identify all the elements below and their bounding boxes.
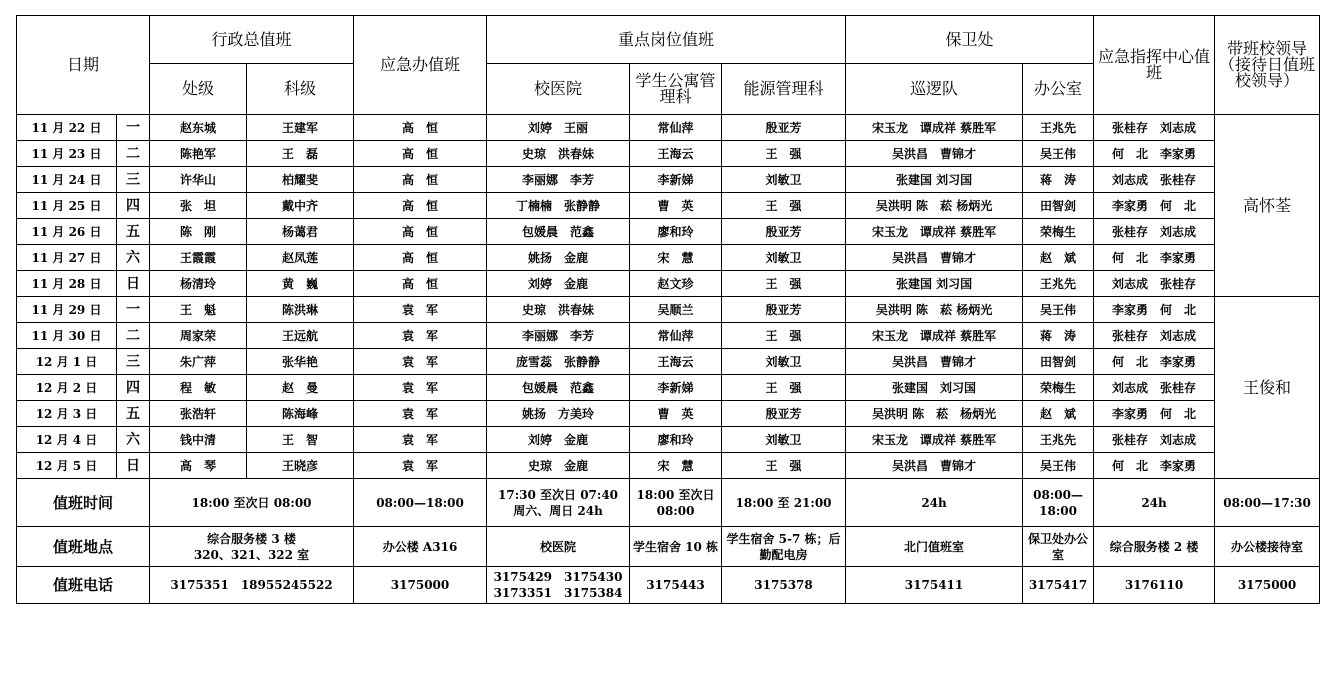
- time-clinic-line2: 周六、周日 24h: [513, 503, 603, 518]
- section-duty-cell: 杨蔼君: [247, 219, 354, 245]
- patrol-duty-cell: 吴洪昌 曹锦才: [846, 349, 1023, 375]
- date-cell: 12 月 5 日: [17, 453, 117, 479]
- table-row: [17, 349, 1320, 375]
- dorm-duty-cell: 李新娣: [630, 167, 722, 193]
- command-duty-cell: 张桂存 刘志成: [1094, 115, 1215, 141]
- footer-time-label: 值班时间: [17, 479, 150, 527]
- patrol-duty-cell: 张建国 刘习国: [846, 271, 1023, 297]
- division-duty-cell: 张浩轩: [150, 401, 247, 427]
- leader-cell: 高怀荃: [1215, 115, 1320, 297]
- command-duty-cell: 刘志成 张桂存: [1094, 271, 1215, 297]
- dorm-duty-cell: 廖和玲: [630, 219, 722, 245]
- office-duty-cell: 荣梅生: [1023, 375, 1094, 401]
- clinic-duty-cell: 刘婷 金鹿: [487, 271, 630, 297]
- emergency-duty-cell: 高 恒: [354, 167, 487, 193]
- clinic-duty-cell: 李丽娜 李芳: [487, 323, 630, 349]
- phone-office: 3175417: [1023, 567, 1094, 604]
- header-patrol: 巡逻队: [846, 64, 1023, 115]
- table-row: [17, 427, 1320, 453]
- clinic-duty-cell: 刘婷 金鹿: [487, 427, 630, 453]
- place-clinic: 校医院: [487, 527, 630, 567]
- dorm-duty-cell: 曹 英: [630, 193, 722, 219]
- time-command: 24h: [1094, 479, 1215, 527]
- header-admin-group: 行政总值班: [150, 16, 354, 64]
- office-duty-cell: 田智剑: [1023, 193, 1094, 219]
- date-cell: 11 月 25 日: [17, 193, 117, 219]
- table-row: [17, 401, 1320, 427]
- dorm-duty-cell: 宋 慧: [630, 245, 722, 271]
- phone-leader: 3175000: [1215, 567, 1320, 604]
- phone-clinic: [487, 567, 630, 604]
- footer-row-phone: [17, 567, 1320, 604]
- patrol-duty-cell: 宋玉龙 谭成祥 蔡胜军: [846, 219, 1023, 245]
- table-row: [17, 271, 1320, 297]
- command-duty-cell: 刘志成 张桂存: [1094, 167, 1215, 193]
- dorm-duty-cell: 常仙萍: [630, 323, 722, 349]
- table-row: [17, 453, 1320, 479]
- place-dorm: 学生宿舍 10 栋: [630, 527, 722, 567]
- table-row: [17, 167, 1320, 193]
- division-duty-cell: 杨清玲: [150, 271, 247, 297]
- command-duty-cell: 何 北 李家勇: [1094, 453, 1215, 479]
- command-duty-cell: 张桂存 刘志成: [1094, 427, 1215, 453]
- clinic-duty-cell: 刘婷 王丽: [487, 115, 630, 141]
- time-dorm: 18:00 至次日 08:00: [630, 479, 722, 527]
- dorm-duty-cell: 李新娣: [630, 375, 722, 401]
- phone-admin: 3175351 18955245522: [150, 567, 354, 604]
- date-cell: 12 月 1 日: [17, 349, 117, 375]
- emergency-duty-cell: 袁 军: [354, 349, 487, 375]
- office-duty-cell: 蒋 涛: [1023, 167, 1094, 193]
- section-duty-cell: 赵 曼: [247, 375, 354, 401]
- command-duty-cell: 李家勇 何 北: [1094, 401, 1215, 427]
- date-cell: 11 月 27 日: [17, 245, 117, 271]
- table-row: [17, 375, 1320, 401]
- section-duty-cell: 王 磊: [247, 141, 354, 167]
- office-duty-cell: 荣梅生: [1023, 219, 1094, 245]
- division-duty-cell: 周家荣: [150, 323, 247, 349]
- energy-duty-cell: 刘敏卫: [722, 349, 846, 375]
- time-energy: 18:00 至 21:00: [722, 479, 846, 527]
- weekday-cell: 日: [117, 271, 150, 297]
- clinic-duty-cell: 姚扬 金鹿: [487, 245, 630, 271]
- date-cell: 11 月 23 日: [17, 141, 117, 167]
- time-patrol: 24h: [846, 479, 1023, 527]
- command-duty-cell: 刘志成 张桂存: [1094, 375, 1215, 401]
- emergency-duty-cell: 袁 军: [354, 375, 487, 401]
- emergency-duty-cell: 袁 军: [354, 453, 487, 479]
- header-date: 日期: [17, 16, 150, 115]
- section-duty-cell: 陈海峰: [247, 401, 354, 427]
- dorm-duty-cell: 赵文珍: [630, 271, 722, 297]
- time-office: 08:00—18:00: [1023, 479, 1094, 527]
- division-duty-cell: 王 魁: [150, 297, 247, 323]
- energy-duty-cell: 刘敏卫: [722, 245, 846, 271]
- weekday-cell: 六: [117, 245, 150, 271]
- emergency-duty-cell: 高 恒: [354, 245, 487, 271]
- table-row: [17, 193, 1320, 219]
- time-admin: 18:00 至次日 08:00: [150, 479, 354, 527]
- emergency-duty-cell: 高 恒: [354, 193, 487, 219]
- place-office: 保卫处办公室: [1023, 527, 1094, 567]
- weekday-cell: 一: [117, 297, 150, 323]
- emergency-duty-cell: 高 恒: [354, 219, 487, 245]
- energy-duty-cell: 王 强: [722, 323, 846, 349]
- weekday-cell: 四: [117, 193, 150, 219]
- phone-clinic-line1: 3175429 3175430: [493, 570, 623, 584]
- duty-roster-table: [16, 15, 1320, 604]
- table-row: [17, 141, 1320, 167]
- table-row: [17, 297, 1320, 323]
- date-cell: 11 月 28 日: [17, 271, 117, 297]
- dorm-duty-cell: 曹 英: [630, 401, 722, 427]
- energy-duty-cell: 殷亚芳: [722, 219, 846, 245]
- command-duty-cell: 李家勇 何 北: [1094, 297, 1215, 323]
- office-duty-cell: 王兆先: [1023, 271, 1094, 297]
- weekday-cell: 二: [117, 141, 150, 167]
- time-clinic-line1: 17:30 至次日 07:40: [498, 487, 619, 502]
- energy-duty-cell: 王 强: [722, 453, 846, 479]
- date-cell: 11 月 26 日: [17, 219, 117, 245]
- patrol-duty-cell: 吴洪昌 曹锦才: [846, 453, 1023, 479]
- patrol-duty-cell: 吴洪明 陈 菘 杨炳光: [846, 193, 1023, 219]
- division-duty-cell: 程 敏: [150, 375, 247, 401]
- leader-cell: 王俊和: [1215, 297, 1320, 479]
- section-duty-cell: 柏耀斐: [247, 167, 354, 193]
- header-office: 办公室: [1023, 64, 1094, 115]
- office-duty-cell: 赵 斌: [1023, 245, 1094, 271]
- patrol-duty-cell: 宋玉龙 谭成祥 蔡胜军: [846, 323, 1023, 349]
- office-duty-cell: 赵 斌: [1023, 401, 1094, 427]
- division-duty-cell: 钱中清: [150, 427, 247, 453]
- section-duty-cell: 戴中齐: [247, 193, 354, 219]
- patrol-duty-cell: 吴洪明 陈 菘 杨炳光: [846, 401, 1023, 427]
- date-cell: 11 月 24 日: [17, 167, 117, 193]
- section-duty-cell: 王 智: [247, 427, 354, 453]
- energy-duty-cell: 刘敏卫: [722, 167, 846, 193]
- clinic-duty-cell: 姚扬 方美玲: [487, 401, 630, 427]
- office-duty-cell: 吴王伟: [1023, 297, 1094, 323]
- dorm-duty-cell: 王海云: [630, 141, 722, 167]
- division-duty-cell: 许华山: [150, 167, 247, 193]
- date-cell: 11 月 29 日: [17, 297, 117, 323]
- header-energy: 能源管理科: [722, 64, 846, 115]
- footer-row-place: [17, 527, 1320, 567]
- clinic-duty-cell: 史琼 金鹿: [487, 453, 630, 479]
- table-row: [17, 219, 1320, 245]
- date-cell: 12 月 4 日: [17, 427, 117, 453]
- patrol-duty-cell: 吴洪昌 曹锦才: [846, 141, 1023, 167]
- emergency-duty-cell: 袁 军: [354, 323, 487, 349]
- energy-duty-cell: 刘敏卫: [722, 427, 846, 453]
- place-emergency: 办公楼 A316: [354, 527, 487, 567]
- phone-command: 3176110: [1094, 567, 1215, 604]
- place-energy: 学生宿舍 5-7 栋；后勤配电房: [722, 527, 846, 567]
- weekday-cell: 六: [117, 427, 150, 453]
- table-row: [17, 115, 1320, 141]
- header-section-level: 科级: [247, 64, 354, 115]
- division-duty-cell: 张 坦: [150, 193, 247, 219]
- emergency-duty-cell: 袁 军: [354, 427, 487, 453]
- energy-duty-cell: 殷亚芳: [722, 297, 846, 323]
- office-duty-cell: 王兆先: [1023, 115, 1094, 141]
- clinic-duty-cell: 李丽娜 李芳: [487, 167, 630, 193]
- footer-phone-label: 值班电话: [17, 567, 150, 604]
- place-admin-line1: 综合服务楼 3 楼: [207, 531, 296, 546]
- emergency-duty-cell: 高 恒: [354, 141, 487, 167]
- section-duty-cell: 王建军: [247, 115, 354, 141]
- section-duty-cell: 黄 巍: [247, 271, 354, 297]
- office-duty-cell: 田智剑: [1023, 349, 1094, 375]
- division-duty-cell: 高 琴: [150, 453, 247, 479]
- clinic-duty-cell: 包媛晨 范鑫: [487, 219, 630, 245]
- clinic-duty-cell: 史琼 洪春妹: [487, 297, 630, 323]
- division-duty-cell: 赵东城: [150, 115, 247, 141]
- section-duty-cell: 赵凤莲: [247, 245, 354, 271]
- footer-place-label: 值班地点: [17, 527, 150, 567]
- phone-emergency: 3175000: [354, 567, 487, 604]
- energy-duty-cell: 殷亚芳: [722, 401, 846, 427]
- emergency-duty-cell: 高 恒: [354, 271, 487, 297]
- patrol-duty-cell: 宋玉龙 谭成祥 蔡胜军: [846, 427, 1023, 453]
- header-key-posts: 重点岗位值班: [487, 16, 846, 64]
- command-duty-cell: 张桂存 刘志成: [1094, 219, 1215, 245]
- emergency-duty-cell: 高 恒: [354, 115, 487, 141]
- time-clinic: [487, 479, 630, 527]
- header-clinic: 校医院: [487, 64, 630, 115]
- header-dorm: 学生公寓管理科: [630, 64, 722, 115]
- weekday-cell: 五: [117, 219, 150, 245]
- energy-duty-cell: 王 强: [722, 271, 846, 297]
- header-emergency-office: 应急办值班: [354, 16, 487, 115]
- command-duty-cell: 何 北 李家勇: [1094, 349, 1215, 375]
- header-division-level: 处级: [150, 64, 247, 115]
- date-cell: 11 月 22 日: [17, 115, 117, 141]
- section-duty-cell: 王晓彦: [247, 453, 354, 479]
- section-duty-cell: 王远航: [247, 323, 354, 349]
- division-duty-cell: 王霞霞: [150, 245, 247, 271]
- weekday-cell: 五: [117, 401, 150, 427]
- division-duty-cell: 朱广萍: [150, 349, 247, 375]
- date-cell: 12 月 2 日: [17, 375, 117, 401]
- clinic-duty-cell: 包媛晨 范鑫: [487, 375, 630, 401]
- footer-row-time: [17, 479, 1320, 527]
- clinic-duty-cell: 史琼 洪春妹: [487, 141, 630, 167]
- header-leader: 带班校领导（接待日值班校领导）: [1215, 16, 1320, 115]
- division-duty-cell: 陈 刚: [150, 219, 247, 245]
- table-row: [17, 323, 1320, 349]
- place-leader: 办公楼接待室: [1215, 527, 1320, 567]
- command-duty-cell: 李家勇 何 北: [1094, 193, 1215, 219]
- command-duty-cell: 张桂存 刘志成: [1094, 323, 1215, 349]
- date-cell: 12 月 3 日: [17, 401, 117, 427]
- place-command: 综合服务楼 2 楼: [1094, 527, 1215, 567]
- date-cell: 11 月 30 日: [17, 323, 117, 349]
- office-duty-cell: 吴王伟: [1023, 141, 1094, 167]
- patrol-duty-cell: 吴洪昌 曹锦才: [846, 245, 1023, 271]
- weekday-cell: 三: [117, 349, 150, 375]
- weekday-cell: 四: [117, 375, 150, 401]
- energy-duty-cell: 殷亚芳: [722, 115, 846, 141]
- office-duty-cell: 蒋 涛: [1023, 323, 1094, 349]
- patrol-duty-cell: 宋玉龙 谭成祥 蔡胜军: [846, 115, 1023, 141]
- dorm-duty-cell: 常仙萍: [630, 115, 722, 141]
- phone-clinic-line2: 3173351 3175384: [493, 586, 623, 600]
- dorm-duty-cell: 廖和玲: [630, 427, 722, 453]
- place-patrol: 北门值班室: [846, 527, 1023, 567]
- emergency-duty-cell: 袁 军: [354, 297, 487, 323]
- place-admin: [150, 527, 354, 567]
- command-duty-cell: 何 北 李家勇: [1094, 141, 1215, 167]
- header-security: 保卫处: [846, 16, 1094, 64]
- weekday-cell: 三: [117, 167, 150, 193]
- phone-energy: 3175378: [722, 567, 846, 604]
- time-emergency: 08:00—18:00: [354, 479, 487, 527]
- office-duty-cell: 吴王伟: [1023, 453, 1094, 479]
- phone-patrol: 3175411: [846, 567, 1023, 604]
- energy-duty-cell: 王 强: [722, 141, 846, 167]
- section-duty-cell: 陈洪琳: [247, 297, 354, 323]
- energy-duty-cell: 王 强: [722, 375, 846, 401]
- header-command-center: 应急指挥中心值班: [1094, 16, 1215, 115]
- weekday-cell: 日: [117, 453, 150, 479]
- division-duty-cell: 陈艳军: [150, 141, 247, 167]
- emergency-duty-cell: 袁 军: [354, 401, 487, 427]
- patrol-duty-cell: 吴洪明 陈 菘 杨炳光: [846, 297, 1023, 323]
- dorm-duty-cell: 吴顺兰: [630, 297, 722, 323]
- command-duty-cell: 何 北 李家勇: [1094, 245, 1215, 271]
- place-admin-line2: 320、321、322 室: [193, 547, 310, 562]
- section-duty-cell: 张华艳: [247, 349, 354, 375]
- time-leader: 08:00—17:30: [1215, 479, 1320, 527]
- weekday-cell: 一: [117, 115, 150, 141]
- dorm-duty-cell: 宋 慧: [630, 453, 722, 479]
- patrol-duty-cell: 张建国 刘习国: [846, 375, 1023, 401]
- clinic-duty-cell: 庞雪蕊 张静静: [487, 349, 630, 375]
- phone-dorm: 3175443: [630, 567, 722, 604]
- energy-duty-cell: 王 强: [722, 193, 846, 219]
- patrol-duty-cell: 张建国 刘习国: [846, 167, 1023, 193]
- office-duty-cell: 王兆先: [1023, 427, 1094, 453]
- weekday-cell: 二: [117, 323, 150, 349]
- header-row-1: [17, 16, 1320, 64]
- table-row: [17, 245, 1320, 271]
- dorm-duty-cell: 王海云: [630, 349, 722, 375]
- clinic-duty-cell: 丁楠楠 张静静: [487, 193, 630, 219]
